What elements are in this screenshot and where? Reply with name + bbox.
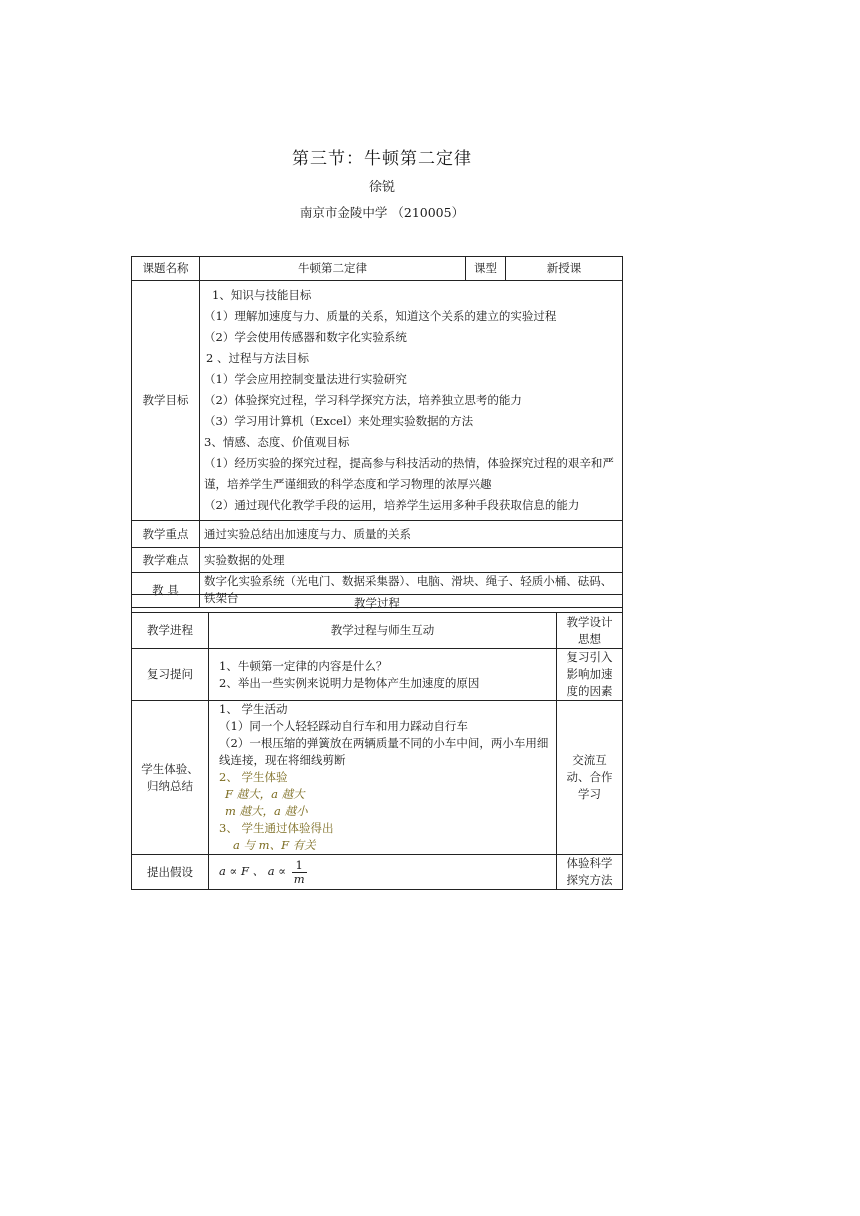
design-idea-cell: 交流互动、合作学习 bbox=[557, 701, 623, 855]
interaction-line: 3、 学生通过体验得出 bbox=[219, 821, 334, 835]
goal-line: （2）通过现代化教学手段的运用，培养学生运用多种手段获取信息的能力 bbox=[204, 498, 580, 512]
key-point-label: 教学重点 bbox=[132, 521, 200, 548]
goal-line: （1）理解加速度与力、质量的关系，知道这个关系的建立的实验过程 bbox=[204, 309, 557, 323]
interaction-cell bbox=[209, 649, 557, 701]
table-row bbox=[132, 701, 623, 855]
tools-label: 教 具 bbox=[132, 573, 200, 608]
course-type-label: 课型 bbox=[466, 257, 506, 281]
tools-value: 数字化实验系统（光电门、数据采集器）、电脑、滑块、绳子、轻质小桶、砝码、铁架台 bbox=[200, 573, 623, 608]
goal-line: （1）学会应用控制变量法进行实验研究 bbox=[204, 372, 407, 386]
interaction-cell bbox=[209, 701, 557, 855]
goal-line: 1、知识与技能目标 bbox=[212, 288, 312, 302]
stage-cell: 提出假设 bbox=[132, 855, 209, 890]
col-design-header: 教学设计思想 bbox=[557, 613, 623, 649]
goal-line: （2）学会使用传感器和数字化实验系统 bbox=[204, 330, 407, 344]
stage-cell: 复习提问 bbox=[132, 649, 209, 701]
interaction-line: 1、牛顿第一定律的内容是什么？ bbox=[219, 658, 388, 673]
interaction-line: F 越大，a 越大 bbox=[225, 787, 305, 801]
design-idea-cell: 复习引入影响加速度的因素 bbox=[557, 649, 623, 701]
lesson-info-table bbox=[131, 256, 623, 608]
goal-line: 2 、过程与方法目标 bbox=[206, 351, 309, 365]
course-name-label: 课题名称 bbox=[132, 257, 200, 281]
interaction-line: m 越大，a 越小 bbox=[225, 804, 308, 818]
teaching-process-table bbox=[131, 594, 623, 890]
goal-line: （3）学习用计算机（Excel）来处理实验数据的方法 bbox=[204, 414, 474, 428]
stage-cell: 学生体验、归纳总结 bbox=[132, 701, 209, 855]
key-point-value: 通过实验总结出加速度与力、质量的关系 bbox=[200, 521, 623, 548]
course-name-value: 牛顿第二定律 bbox=[200, 257, 466, 281]
interaction-line: （1）同一个人轻轻踩动自行车和用力踩动自行车 bbox=[219, 719, 468, 733]
difficulty-value: 实验数据的处理 bbox=[200, 548, 623, 573]
goals-content bbox=[200, 281, 623, 521]
difficulty-label: 教学难点 bbox=[132, 548, 200, 573]
process-title: 教学过程 bbox=[132, 595, 623, 613]
interaction-line: （2）一根压缩的弹簧放在两辆质量不同的小车中间，两小车用细线连接，现在将细线剪断 bbox=[219, 736, 549, 767]
col-interaction-header: 教学过程与师生互动 bbox=[209, 613, 557, 649]
interaction-line: 2、举出一些实例来说明力是物体产生加速度的原因 bbox=[219, 675, 480, 690]
interaction-cell bbox=[209, 855, 557, 890]
goal-line: （1）经历实验的探究过程，提高参与科技活动的热情，体验探究过程的艰辛和严 bbox=[204, 456, 614, 470]
goal-line: 谨，培养学生严谨细致的科学态度和学习物理的浓厚兴趣 bbox=[204, 477, 492, 491]
fraction-denominator: m bbox=[293, 871, 305, 886]
interaction-line: a 与 m、F 有关 bbox=[233, 838, 316, 852]
hypothesis-formula: a ∝ F 、 a ∝ bbox=[219, 864, 290, 878]
author-name: 徐锐 bbox=[368, 180, 395, 195]
goal-line: 3、情感、态度、价值观目标 bbox=[204, 435, 350, 449]
page-title: 第三节：牛顿第二定律 bbox=[292, 149, 472, 169]
fraction bbox=[292, 859, 307, 886]
design-idea-cell: 体验科学探究方法 bbox=[557, 855, 623, 890]
course-type-value: 新授课 bbox=[506, 257, 623, 281]
interaction-line: 1、 学生活动 bbox=[219, 702, 288, 716]
col-stage-header: 教学进程 bbox=[132, 613, 209, 649]
interaction-line: 2、 学生体验 bbox=[219, 770, 288, 784]
school-name: 南京市金陵中学 （210005） bbox=[299, 205, 465, 220]
goal-line: （2）体验探究过程，学习科学探究方法，培养独立思考的能力 bbox=[204, 393, 522, 407]
fraction-numerator: 1 bbox=[292, 859, 307, 873]
table-row bbox=[132, 649, 623, 701]
table-row bbox=[132, 855, 623, 890]
goals-label: 教学目标 bbox=[132, 281, 200, 521]
